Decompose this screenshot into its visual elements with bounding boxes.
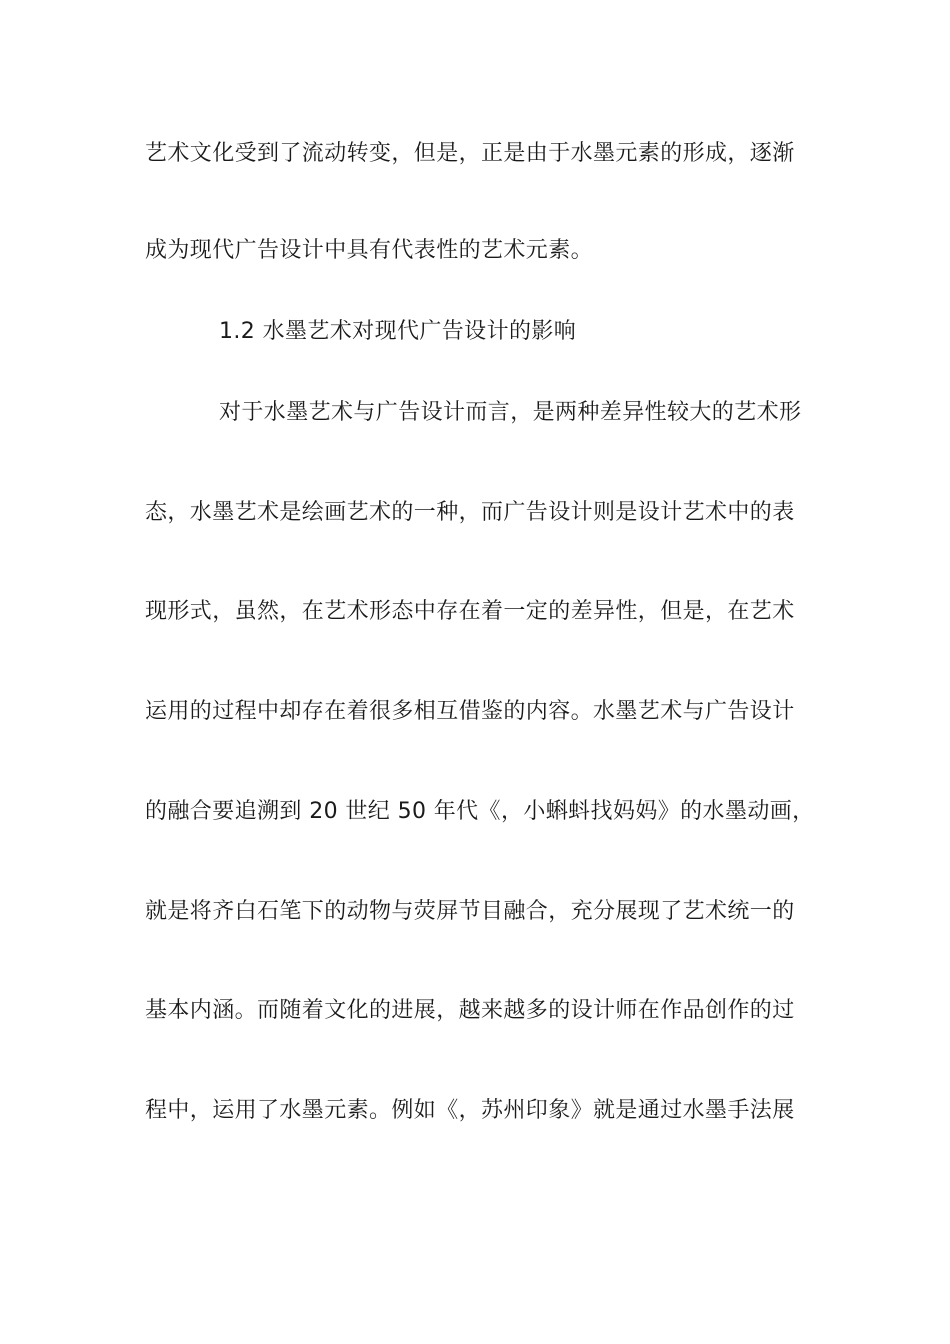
paragraph-line: 对于水墨艺术与广告设计而言，是两种差异性较大的艺术形 <box>219 400 802 425</box>
paragraph-line: 态，水墨艺术是绘画艺术的一种，而广告设计则是设计艺术中的表 <box>145 500 795 525</box>
paragraph-line: 程中，运用了水墨元素。例如《，苏州印象》就是通过水墨手法展 <box>145 1098 795 1123</box>
paragraph-line: 运用的过程中却存在着很多相互借鉴的内容。水墨艺术与广告设计 <box>145 699 795 724</box>
paragraph-line: 现形式，虽然，在艺术形态中存在着一定的差异性，但是，在艺术 <box>145 599 795 624</box>
paragraph-line: 艺术文化受到了流动转变，但是，正是由于水墨元素的形成，逐渐 <box>145 141 795 166</box>
section-heading: 1.2 水墨艺术对现代广告设计的影响 <box>219 319 577 344</box>
paragraph-line: 就是将齐白石笔下的动物与荧屏节目融合，充分展现了艺术统一的 <box>145 899 795 924</box>
paragraph-line: 基本内涵。而随着文化的进展，越来越多的设计师在作品创作的过 <box>145 998 795 1023</box>
paragraph-line: 成为现代广告设计中具有代表性的艺术元素。 <box>145 238 594 263</box>
paragraph-line: 的融合要追溯到 20 世纪 50 年代《，小蝌蚪找妈妈》的水墨动画， <box>145 799 815 824</box>
